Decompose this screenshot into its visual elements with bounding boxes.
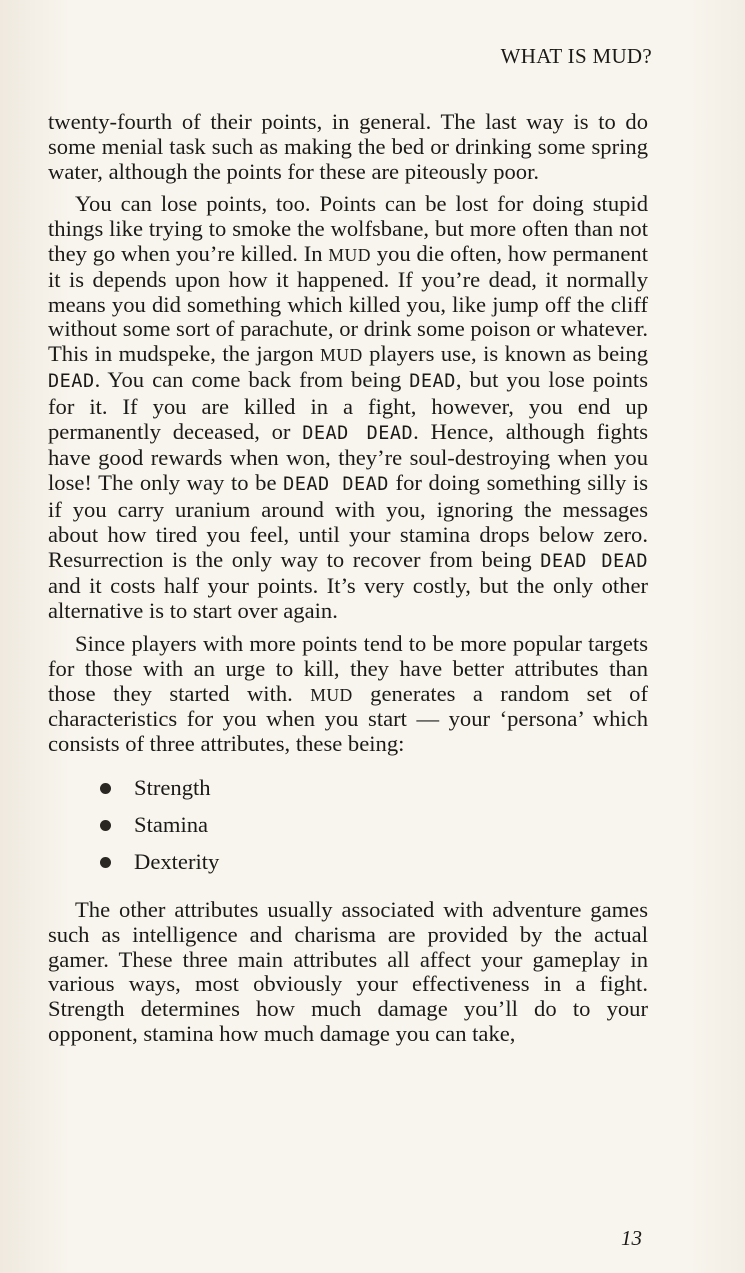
attribute-label: Dexterity — [134, 848, 220, 874]
status-term: DEAD DEAD — [302, 422, 414, 444]
list-item — [48, 769, 648, 806]
bullet-icon — [100, 857, 111, 868]
list-item — [48, 843, 648, 880]
status-term: DEAD — [409, 370, 456, 392]
text-run: generates a random set of characteristics for you when you start — your ‘persona’ which consists of three attributes, these being: — [48, 680, 648, 757]
status-term: DEAD DEAD — [283, 474, 389, 496]
running-header: WHAT IS MUD? — [500, 44, 652, 68]
attribute-label: Stamina — [134, 811, 209, 837]
text-run: players use, is known as being — [362, 341, 648, 367]
page-number: 13 — [621, 1226, 642, 1250]
status-term: DEAD DEAD — [540, 550, 648, 572]
text-run: . You can come back from being — [94, 366, 410, 392]
small-caps-term: MUD — [328, 244, 371, 265]
status-term: DEAD — [48, 370, 95, 392]
body-text — [48, 110, 648, 1047]
list-item — [48, 806, 648, 843]
attribute-list — [48, 769, 648, 880]
paragraph-2 — [48, 192, 648, 624]
text-run: you die often, how permanent it is depends upon how it happened. If you’re dead, it normally means you did something which killed you, like jump off the cliff without some sort of parachute, or drink some poison or whatever. This in mudspeke, the jargon — [48, 240, 648, 367]
small-caps-term: MUD — [310, 684, 353, 705]
attribute-label: Strength — [134, 774, 211, 800]
text-run: Since players with more points tend to be more popular targets for those with an urge to kill, they have better attributes than those they started with. — [48, 630, 648, 706]
bullet-icon — [100, 820, 111, 831]
paragraph-1: twenty-fourth of their points, in general. The last way is to do some menial task such as making the bed or drinking some spring water, although the points for these are piteously poor. — [48, 109, 648, 184]
text-run: and it costs half your points. It’s very costly, but the only other alternative is to start over again. — [48, 573, 648, 624]
bullet-icon — [100, 783, 111, 794]
text-run: . Hence, although fights have good rewards when won, they’re soul-destroying when you lose! The only way to be — [48, 418, 648, 496]
paragraph-4: The other attributes usually associated with adventure games such as intelligence and charisma are provided by the actual gamer. These three main attributes all affect your gameplay in various ways, most obviously your effectiveness in a fight. Strength determines how much damage you’ll do to your opponent, stamina how much damage you can take, — [48, 896, 648, 1046]
paragraph-3 — [48, 632, 648, 757]
text-run: , but you lose points for it. If you are killed in a fight, however, you end up permanently deceased, or — [48, 366, 648, 444]
small-caps-term: MUD — [320, 345, 363, 366]
text-run: You can lose points, too. Points can be lost for doing stupid things like trying to smoke the wolfsbane, but more often than not they go when you’re killed. In — [48, 191, 648, 266]
text-run: for doing something silly is if you carry uranium around with you, ignoring the messages about how tired you feel, until your stamina drops below zero. Resurrection is the only way to recover from being — [48, 470, 648, 572]
